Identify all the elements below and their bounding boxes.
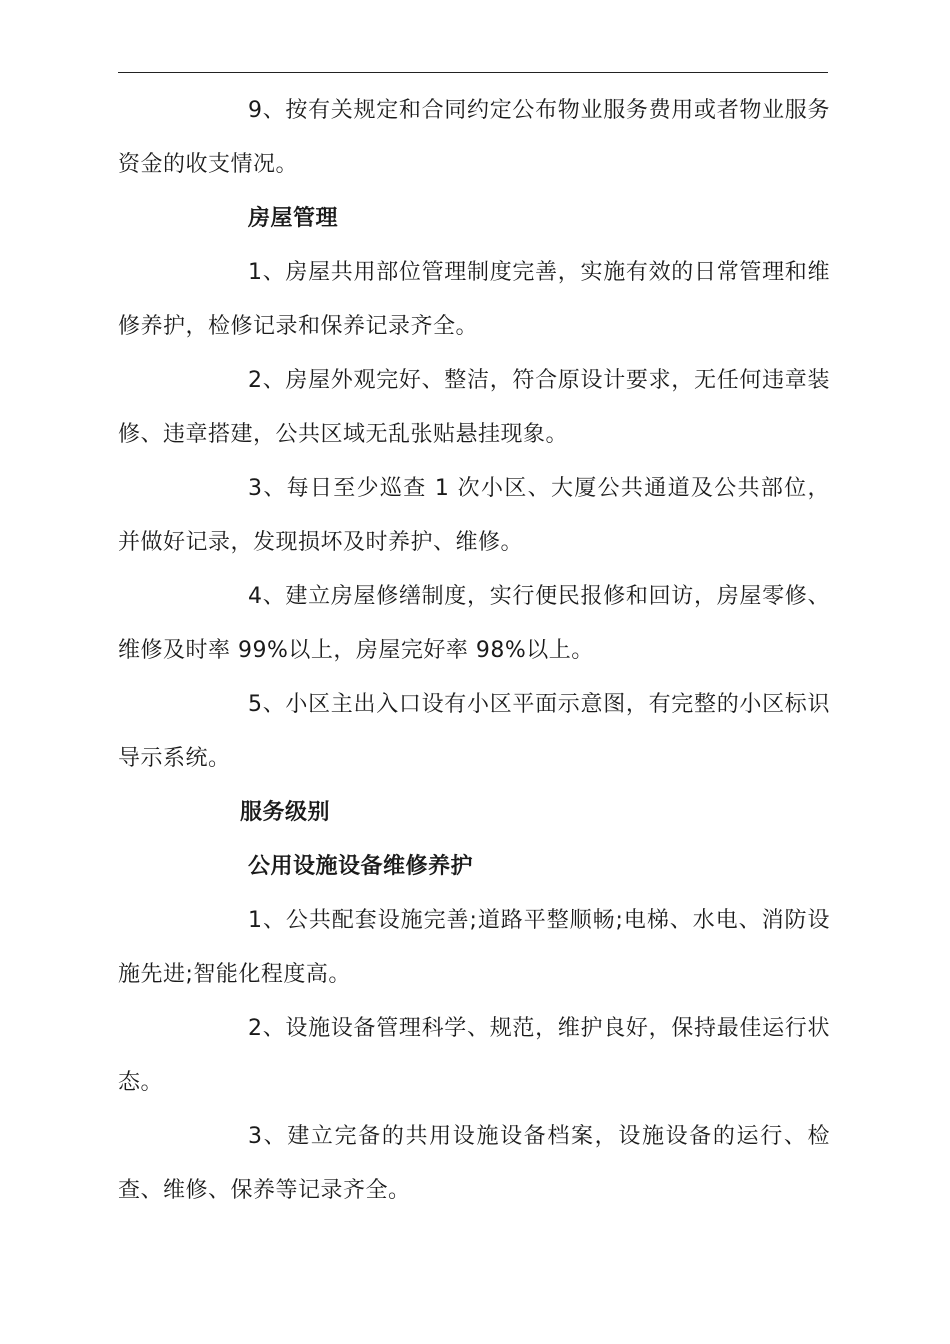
paragraph-house-2: 2、房屋外观完好、整洁，符合原设计要求，无任何违章装修、违章搭建，公共区域无乱张贴悬挂现象。 — [118, 368, 830, 447]
document-body — [118, 84, 830, 1218]
paragraph-facility-3: 3、建立完备的共用设施设备档案，设施设备的运行、检查、维修、保养等记录齐全。 — [118, 1124, 830, 1203]
paragraph-facility-1: 1、公共配套设施完善;道路平整顺畅;电梯、水电、消防设施先进;智能化程度高。 — [118, 908, 830, 987]
paragraph-house-5: 5、小区主出入口设有小区平面示意图，有完整的小区标识导示系统。 — [118, 692, 830, 771]
paragraph-house-3: 3、每日至少巡查 1 次小区、大厦公共通道及公共部位，并做好记录，发现损坏及时养护、维修。 — [118, 476, 830, 555]
paragraph-fee-disclosure: 9、按有关规定和合同约定公布物业服务费用或者物业服务资金的收支情况。 — [118, 98, 830, 177]
paragraph-house-4: 4、建立房屋修缮制度，实行便民报修和回访，房屋零修、维修及时率 99%以上，房屋完好率 98%以上。 — [118, 584, 830, 663]
header-rule — [118, 72, 828, 73]
section-heading-service-level: 服务级别 — [240, 800, 331, 825]
section-heading-house-management: 房屋管理 — [248, 206, 339, 231]
paragraph-house-1: 1、房屋共用部位管理制度完善，实施有效的日常管理和维修养护，检修记录和保养记录齐全。 — [118, 260, 830, 339]
paragraph-facility-2: 2、设施设备管理科学、规范，维护良好，保持最佳运行状态。 — [118, 1016, 830, 1095]
section-heading-facility-maintenance: 公用设施设备维修养护 — [248, 854, 474, 879]
